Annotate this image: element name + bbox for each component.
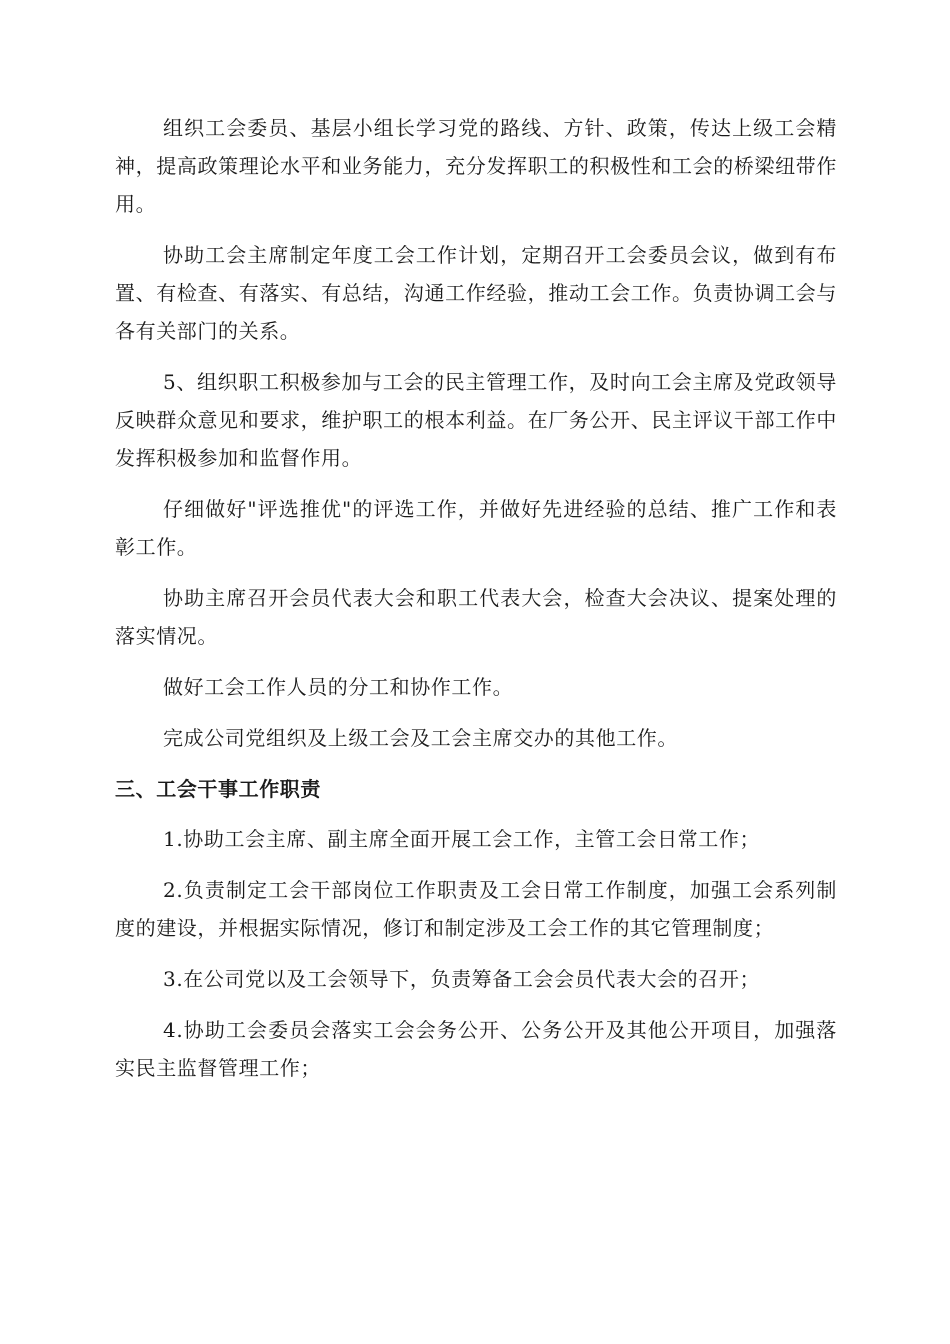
paragraph: 2.负责制定工会干部岗位工作职责及工会日常工作制度，加强工会系列制度的建设，并根据实际情况，修订和制定涉及工会工作的其它管理制度； xyxy=(115,878,837,940)
section-heading: 三、工会干事工作职责 xyxy=(115,777,321,801)
paragraph: 仔细做好"评选推优"的评选工作，并做好先进经验的总结、推广工作和表彰工作。 xyxy=(115,497,837,559)
paragraph: 1.协助工会主席、副主席全面开展工会工作，主管工会日常工作； xyxy=(163,827,761,851)
paragraph: 完成公司党组织及上级工会及工会主席交办的其他工作。 xyxy=(163,726,678,750)
paragraph: 5、组织职工积极参加与工会的民主管理工作，及时向工会主席及党政领导反映群众意见和要求，维护职工的根本利益。在厂务公开、民主评议干部工作中发挥积极参加和监督作用。 xyxy=(115,370,837,470)
paragraph: 协助工会主席制定年度工会工作计划，定期召开工会委员会议，做到有布置、有检查、有落实、有总结，沟通工作经验，推动工会工作。负责协调工会与各有关部门的关系。 xyxy=(115,243,837,343)
paragraph: 协助主席召开会员代表大会和职工代表大会，检查大会决议、提案处理的落实情况。 xyxy=(115,586,837,648)
paragraph: 组织工会委员、基层小组长学习党的路线、方针、政策，传达上级工会精神，提高政策理论水平和业务能力，充分发挥职工的积极性和工会的桥梁纽带作用。 xyxy=(115,116,837,216)
paragraph: 3.在公司党以及工会领导下，负责筹备工会会员代表大会的召开； xyxy=(163,967,761,991)
paragraph: 4.协助工会委员会落实工会会务公开、公务公开及其他公开项目，加强落实民主监督管理工作； xyxy=(115,1018,837,1080)
paragraph: 做好工会工作人员的分工和协作工作。 xyxy=(163,675,514,699)
